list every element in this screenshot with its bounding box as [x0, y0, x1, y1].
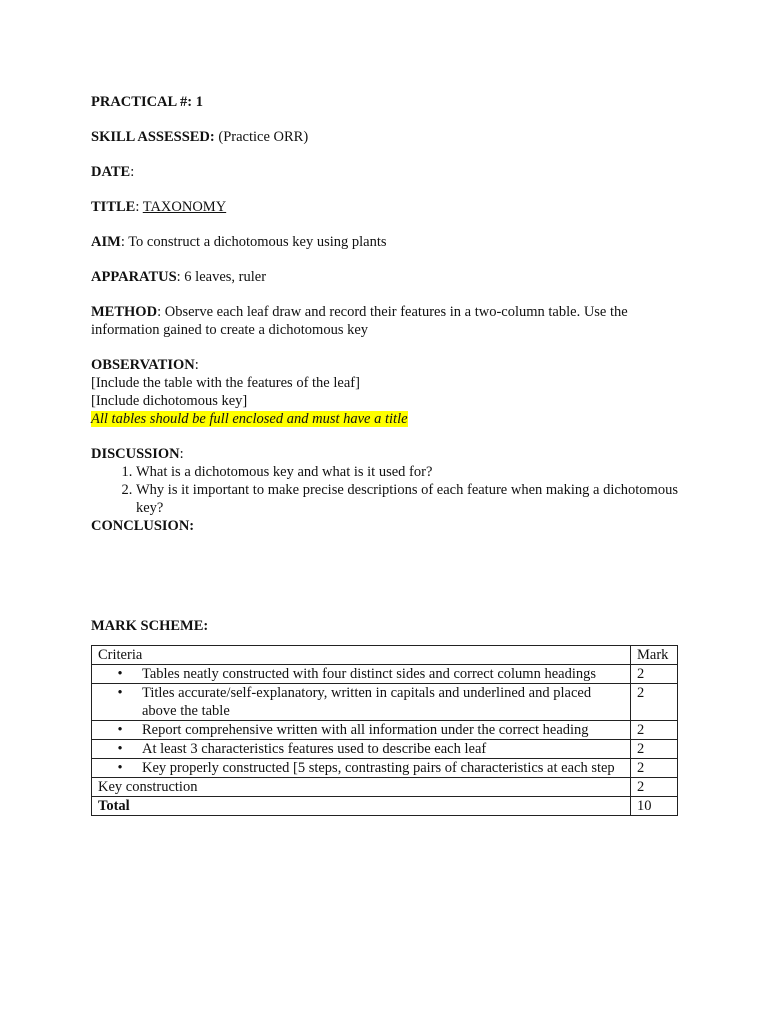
observation-heading: OBSERVATION:: [91, 357, 199, 373]
apparatus-line: APPARATUS: 6 leaves, ruler: [91, 269, 267, 285]
skill-line: SKILL ASSESSED: (Practice ORR): [91, 129, 309, 145]
criteria-header: Criteria: [92, 646, 631, 665]
discussion-item: 1. What is a dichotomous key and what is it used for?: [136, 463, 691, 481]
discussion-heading: DISCUSSION:: [91, 446, 184, 462]
discussion-item: 2. Why is it important to make precise descriptions of each feature when making a dichotomous key?: [136, 481, 691, 517]
table-row: • Titles accurate/self-explanatory, written in capitals and underlined and placed above the table 2: [92, 684, 678, 721]
table-row: • Key properly constructed [5 steps, contrasting pairs of characteristics at each step 2: [92, 759, 678, 778]
bullet-icon: •: [117, 666, 123, 682]
key-construction-row: Key construction 2: [92, 778, 678, 797]
observation-note: [91, 410, 691, 428]
table-row: • Tables neatly constructed with four distinct sides and correct column headings 2: [92, 665, 678, 684]
bullet-icon: •: [117, 722, 123, 738]
title-value: TAXONOMY: [142, 199, 227, 215]
practical-line: PRACTICAL #: 1: [91, 94, 203, 110]
date-line: DATE:: [91, 164, 135, 180]
discussion-list: [91, 463, 691, 517]
bullet-icon: •: [117, 760, 123, 776]
observation-line-2: [Include dichotomous key]: [91, 393, 248, 409]
method-paragraph: METHOD: Observe each leaf draw and record their features in a two-column table. Use the information gained to create a dichotomous key: [91, 304, 628, 338]
total-row: Total 10: [92, 797, 678, 816]
mark-scheme-table: [91, 645, 678, 816]
table-header-row: [92, 646, 678, 665]
highlighted-note: All tables should be full enclosed and must have a title: [91, 411, 408, 427]
mark-header: Mark: [631, 646, 678, 665]
title-line: TITLE: TAXONOMY: [91, 199, 227, 215]
mark-scheme-heading: MARK SCHEME:: [91, 618, 209, 634]
bullet-icon: •: [117, 741, 123, 757]
aim-line: AIM: To construct a dichotomous key using plants: [91, 234, 387, 250]
table-row: • At least 3 characteristics features used to describe each leaf 2: [92, 740, 678, 759]
document-page: [91, 93, 691, 816]
conclusion-heading: CONCLUSION:: [91, 518, 195, 534]
bullet-icon: •: [117, 685, 123, 701]
table-row: • Report comprehensive written with all information under the correct heading 2: [92, 721, 678, 740]
observation-line-1: [Include the table with the features of the leaf]: [91, 375, 360, 391]
